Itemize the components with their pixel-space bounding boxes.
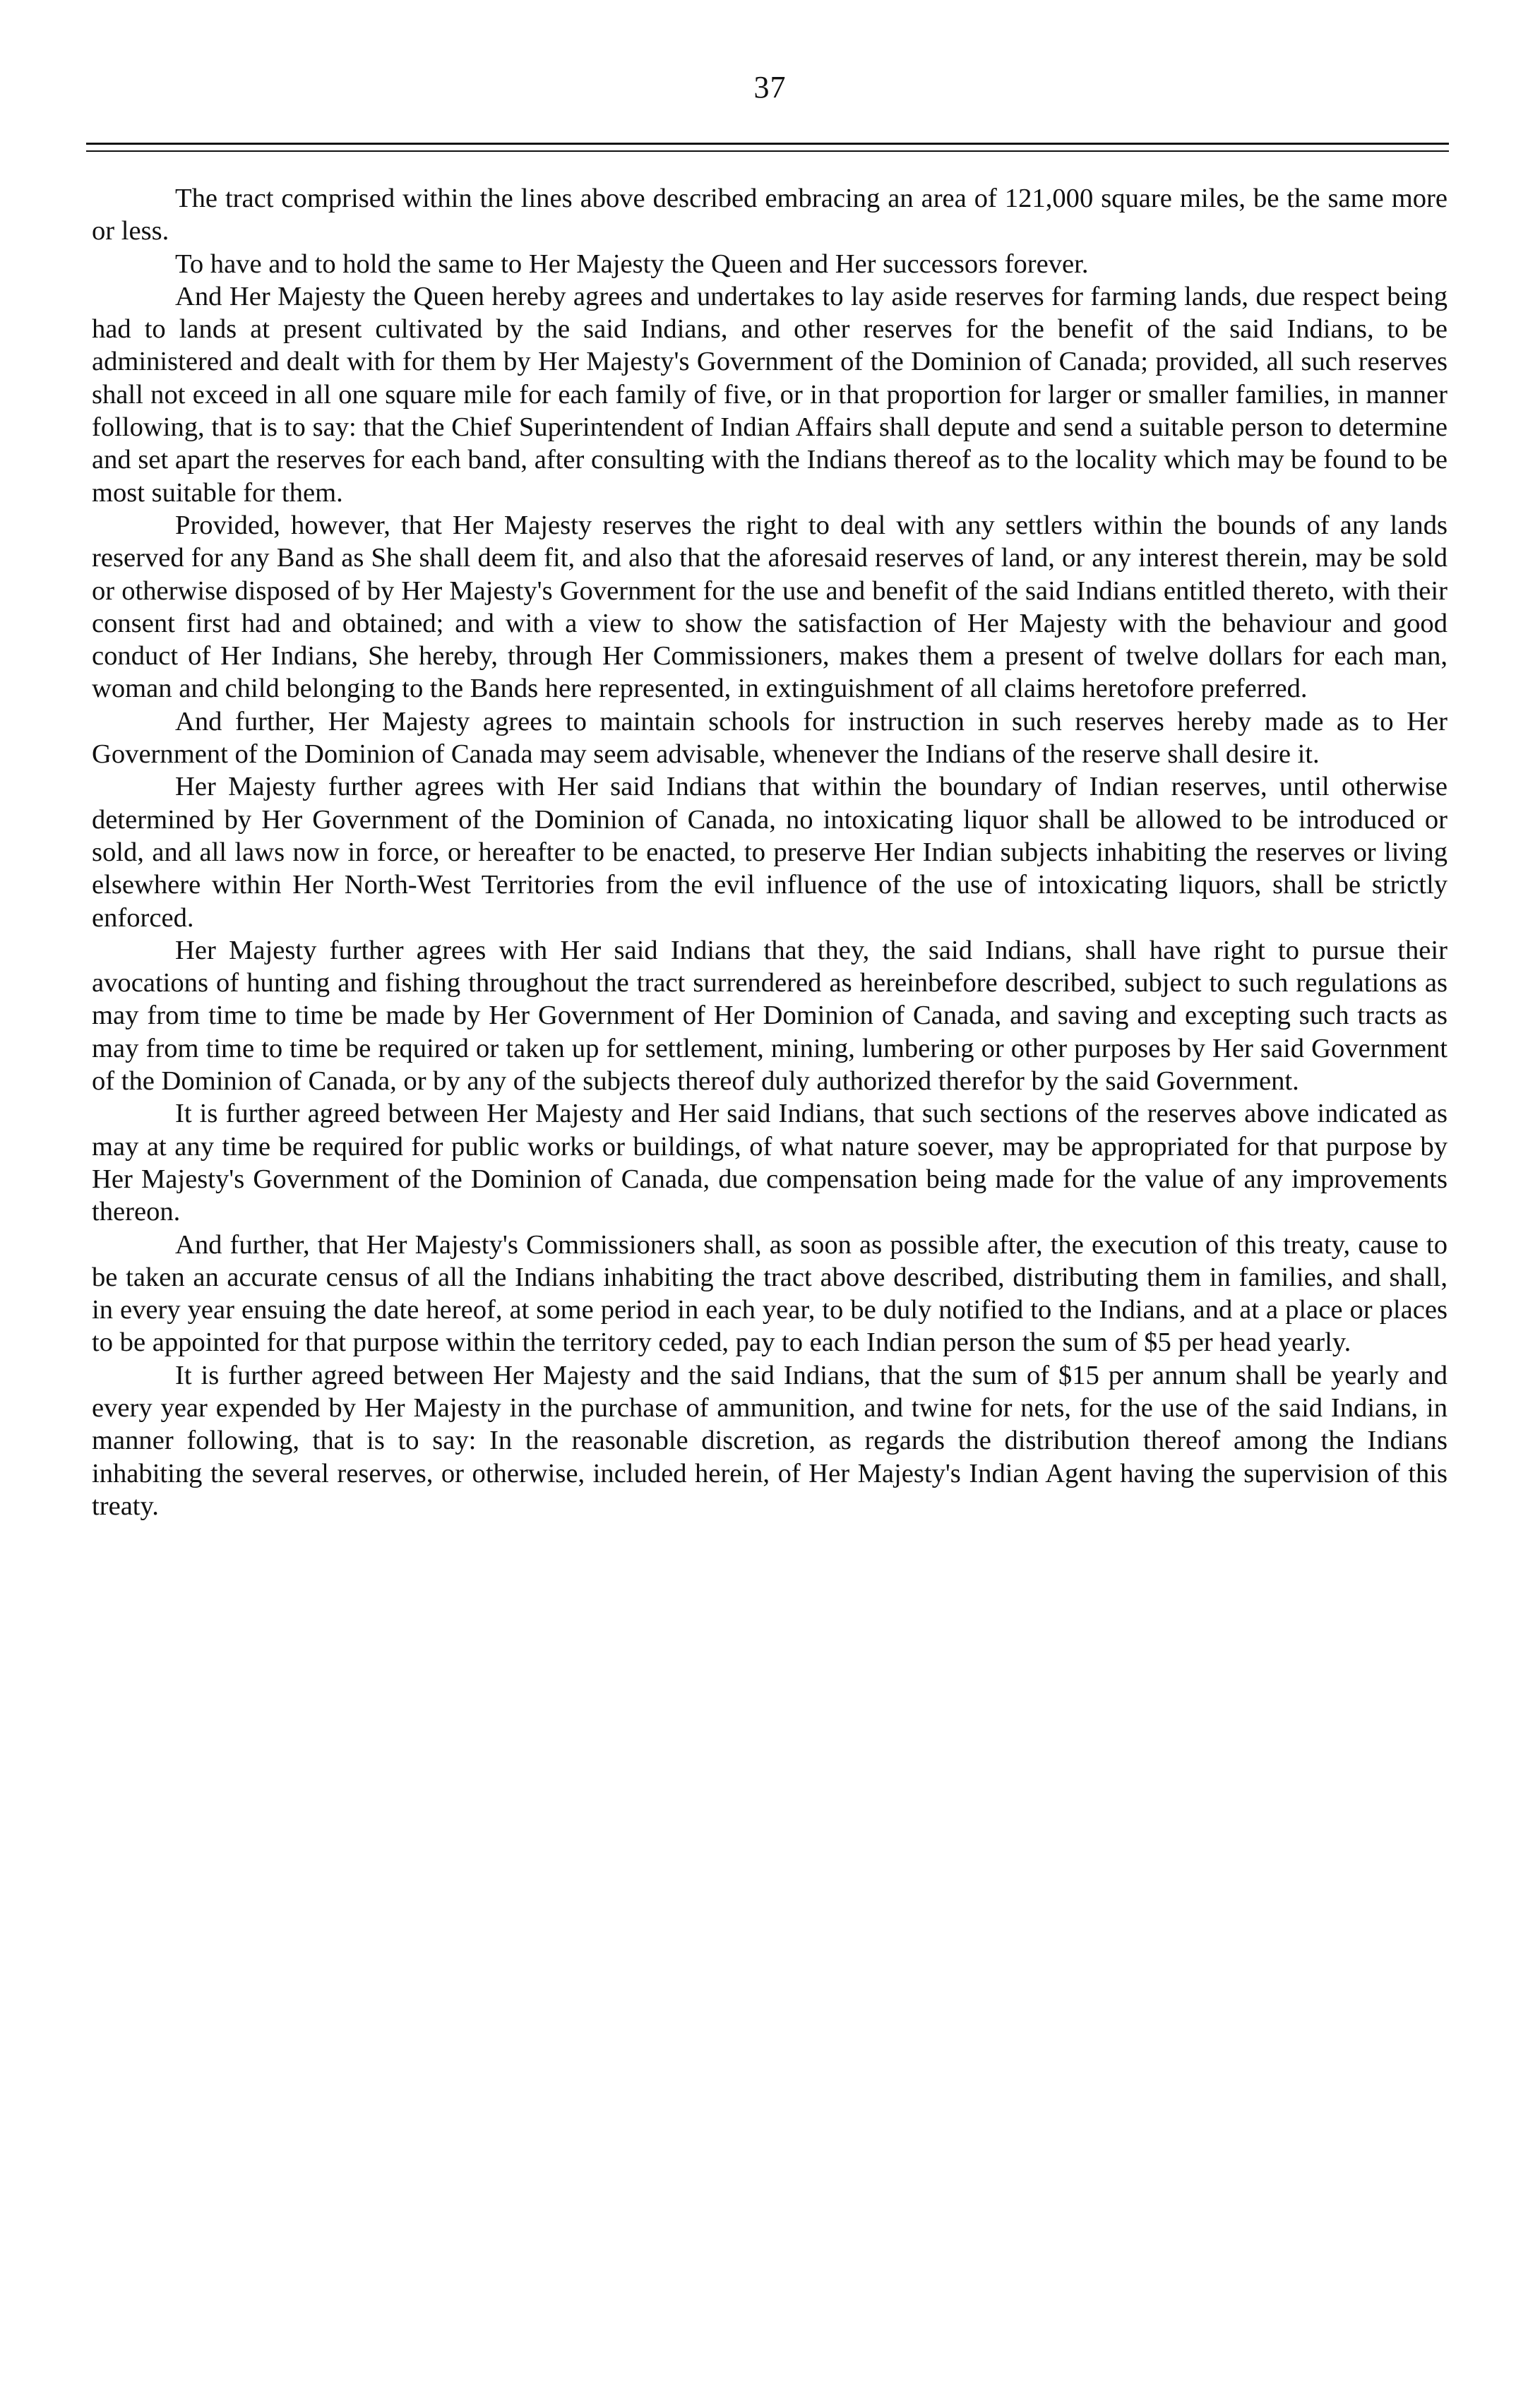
- header-rule-thick: [86, 143, 1449, 145]
- treaty-text-body: [92, 182, 1448, 1522]
- page-number: 37: [753, 70, 787, 105]
- paragraph-public-works: It is further agreed between Her Majesty and Her said Indians, that such sections of the reserves above indicated as may at any time be required for public works or buildings, of what nature soever, may be appropriated for that purpose by Her Majesty's Government of the Dominion of Canada, due compensation being made for the value of any improvements thereon.: [92, 1099, 1448, 1227]
- paragraph-reserves: And Her Majesty the Queen hereby agrees and undertakes to lay aside reserves for farming lands, due respect being had to lands at present cultivated by the said Indians, and other reserves for the benefit of the said Indians, to be administered and dealt with for them by Her Majesty's Government of the Dominion of Canada; provided, all such reserves shall not exceed in all one square mile for each family of five, or in that proportion for larger or smaller families, in manner following, that is to say: that the Chief Superintendent of Indian Affairs shall depute and send a suitable person to determine and set apart the reserves for each band, after consulting with the Indians thereof as to the locality which may be found to be most suitable for them.: [92, 281, 1448, 508]
- paragraph-census-annuity: And further, that Her Majesty's Commissioners shall, as soon as possible after, the execution of this treaty, cause to be taken an accurate census of all the Indians inhabiting the tract above described, distributing them in families, and shall, in every year ensuing the date hereof, at some period in each year, to be duly notified to the Indians, and at a place or places to be appointed for that purpose within the territory ceded, pay to each Indian person the sum of $5 per head yearly.: [92, 1229, 1448, 1358]
- paragraph-schools: And further, Her Majesty agrees to maintain schools for instruction in such reserves hereby made as to Her Government of the Dominion of Canada may seem advisable, whenever the Indians of the reserve shall desire it.: [92, 706, 1448, 770]
- paragraph-habendum: To have and to hold the same to Her Majesty the Queen and Her successors forever.: [175, 249, 1089, 279]
- paragraph-liquor: Her Majesty further agrees with Her said Indians that within the boundary of Indian reserves, until otherwise determined by Her Government of the Dominion of Canada, no intoxicating liquor shall be allowed to be introduced or sold, and all laws now in force, or hereafter to be enacted, to preserve Her Indian subjects inhabiting the reserves or living elsewhere within Her North-West Territories from the evil influence of the use of intoxicating liquors, shall be strictly enforced.: [92, 772, 1448, 933]
- paragraph-ammunition-twine: It is further agreed between Her Majesty and the said Indians, that the sum of $15 per annum shall be yearly and every year expended by Her Majesty in the purchase of ammunition, and twine for nets, for the use of the said Indians, in manner following, that is to say: In the reasonable discretion, as regards the distribution thereof among the Indians inhabiting the several reserves, or otherwise, included herein, of Her Majesty's Indian Agent having the supervision of this treaty.: [92, 1360, 1448, 1521]
- paragraph-hunting-fishing: Her Majesty further agrees with Her said Indians that they, the said Indians, shall have right to pursue their avocations of hunting and fishing throughout the tract surrendered as hereinbefore described, subject to such regulations as may from time to time be made by Her Government of Her Dominion of Canada, and saving and excepting such tracts as may from time to time be required or taken up for settlement, mining, lumbering or other purposes by Her said Government of the Dominion of Canada, or by any of the subjects thereof duly authorized therefor by the said Government.: [92, 935, 1448, 1097]
- header-rule-thin: [86, 150, 1449, 152]
- paragraph-tract-area: The tract comprised within the lines above described embracing an area of 121,000 square miles, be the same more or less.: [92, 184, 1448, 246]
- paragraph-proviso-settlers: Provided, however, that Her Majesty reserves the right to deal with any settlers within the bounds of any lands reserved for any Band as She shall deem fit, and also that the aforesaid reserves of land, or any interest therein, may be sold or otherwise disposed of by Her Majesty's Government for the use and benefit of the said Indians entitled thereto, with their consent first had and obtained; and with a view to show the satisfaction of Her Majesty with the behaviour and good conduct of Her Indians, She hereby, through Her Commissioners, makes them a present of twelve dollars for each man, woman and child belonging to the Bands here represented, in extinguishment of all claims heretofore preferred.: [92, 510, 1448, 704]
